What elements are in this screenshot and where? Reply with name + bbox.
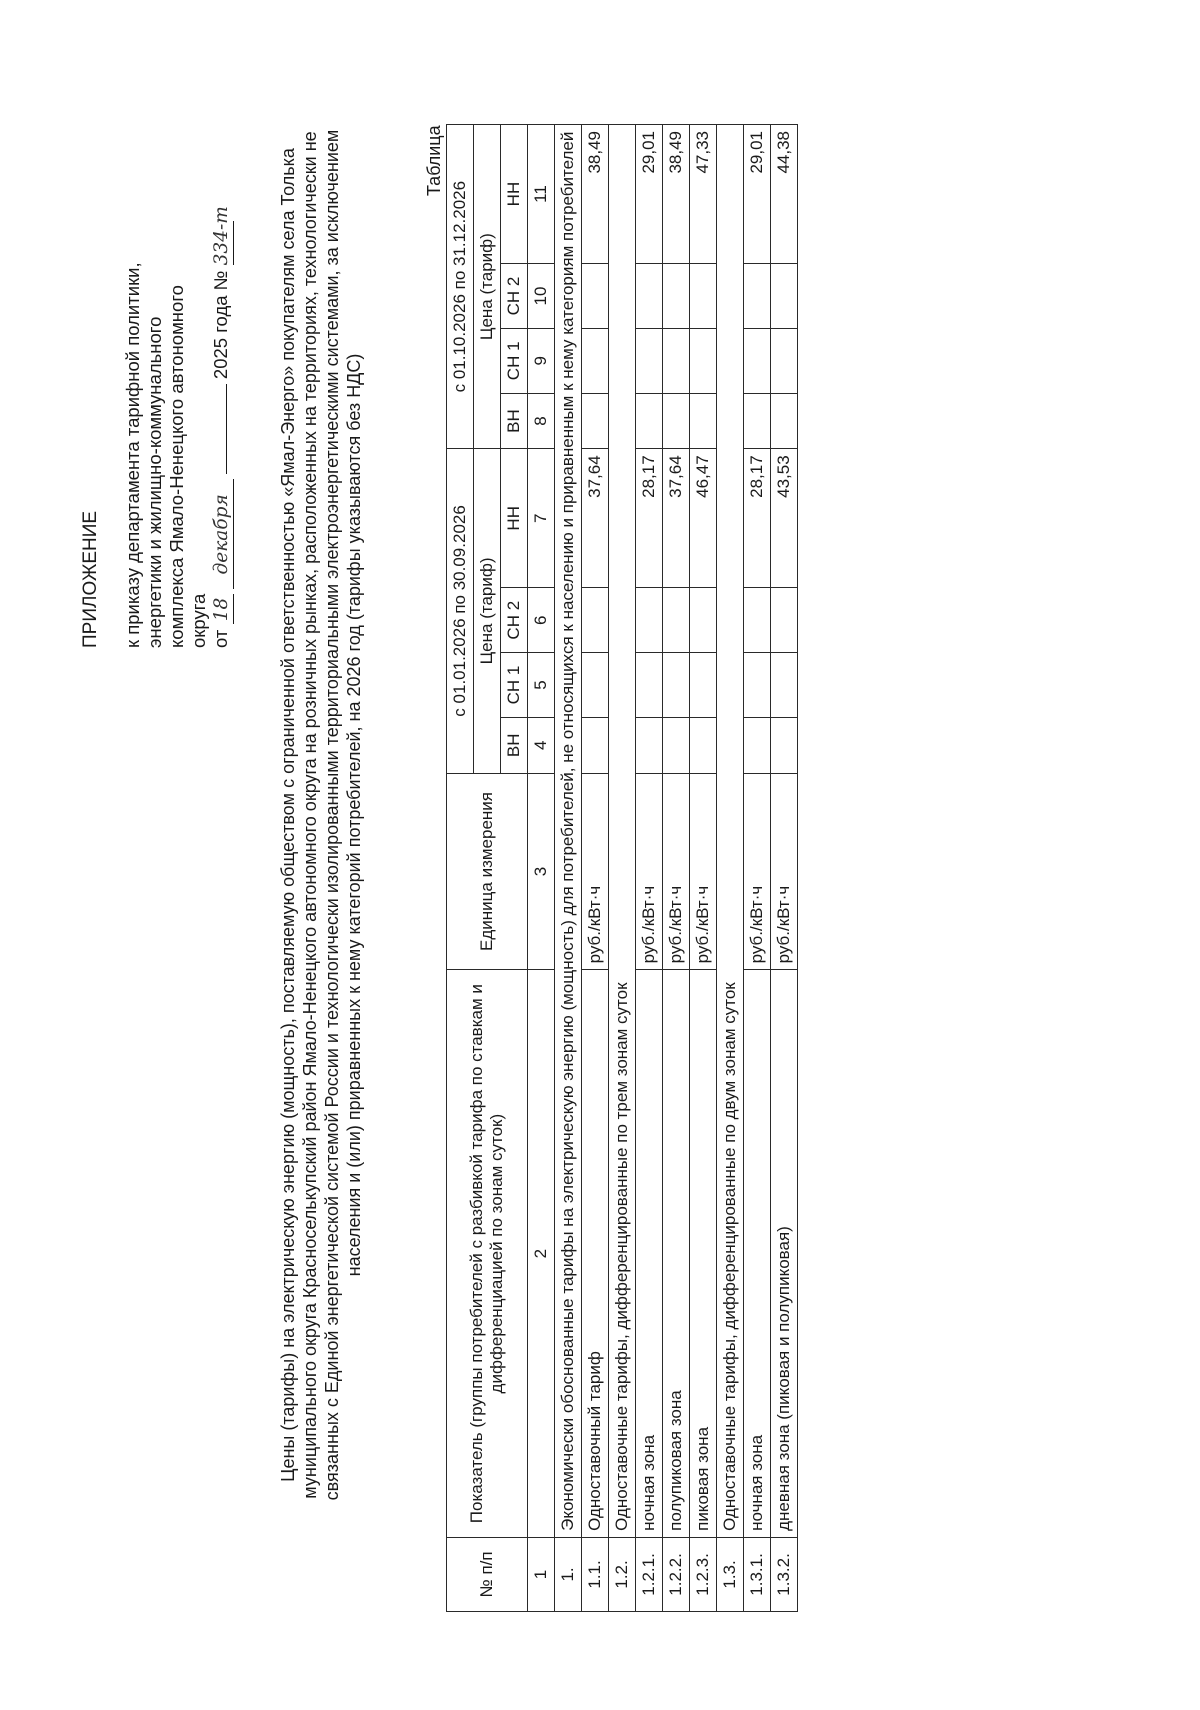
value-p1-vn <box>636 717 663 773</box>
row-unit: руб./кВт·ч <box>636 773 663 970</box>
value-p1-nn: 37,64 <box>663 449 690 588</box>
date-mid-text: 2025 года № <box>210 270 231 380</box>
header-period-2: с 01.10.2026 по 31.12.2026 <box>447 125 474 449</box>
col-number: 7 <box>528 449 555 588</box>
value-p1-sn2 <box>636 588 663 653</box>
header-level-sn1: СН 1 <box>501 328 528 393</box>
row-unit: руб./кВт·ч <box>663 773 690 970</box>
header-level-nn: НН <box>501 449 528 588</box>
value-p2-sn2 <box>744 264 771 329</box>
tariff-table <box>446 124 798 1612</box>
appendix-line: округа <box>188 593 209 648</box>
value-p2-vn <box>771 393 798 449</box>
table-row <box>690 125 717 1612</box>
value-p2-vn <box>582 393 609 449</box>
appendix-line: к приказу департамента тарифной политики, <box>122 262 143 648</box>
header-price-2: Цена (тариф) <box>474 125 501 449</box>
value-p2-sn1 <box>582 328 609 393</box>
value-p2-nn: 38,49 <box>663 125 690 264</box>
value-p2-vn <box>690 393 717 449</box>
value-p2-nn: 38,49 <box>582 125 609 264</box>
value-p2-sn2 <box>663 264 690 329</box>
row-number: 1.3. <box>717 1537 744 1611</box>
column-numbers-row <box>528 125 555 1612</box>
row-number: 1.3.2. <box>771 1537 798 1611</box>
value-p2-nn: 29,01 <box>636 125 663 264</box>
header-level-vn: ВН <box>501 393 528 449</box>
value-p1-sn2 <box>690 588 717 653</box>
value-p1-sn1 <box>690 653 717 718</box>
value-p1-sn2 <box>663 588 690 653</box>
col-number: 11 <box>528 125 555 264</box>
header-price-1: Цена (тариф) <box>474 449 501 773</box>
row-unit: руб./кВт·ч <box>744 773 771 970</box>
header-level-sn1: СН 1 <box>501 653 528 718</box>
table-row <box>717 125 744 1612</box>
table-row <box>744 125 771 1612</box>
row-label: пиковая зона <box>690 970 717 1537</box>
date-prefix: от <box>210 629 231 648</box>
header-level-vn: ВН <box>501 717 528 773</box>
table-caption: Таблица <box>424 125 444 196</box>
value-p2-sn2 <box>636 264 663 329</box>
value-p1-vn <box>690 717 717 773</box>
value-p2-nn: 47,33 <box>690 125 717 264</box>
order-number-handwritten: 334-т <box>211 206 232 266</box>
appendix-line: энергетики и жилищно-коммунального <box>144 316 165 648</box>
value-p2-vn <box>636 393 663 449</box>
row-label: дневная зона (пиковая и полупиковая) <box>771 970 798 1537</box>
value-p2-sn1 <box>663 328 690 393</box>
table-header-row <box>447 125 474 1612</box>
row-number: 1. <box>555 1537 582 1611</box>
section-title: Одноставочные тарифы, дифференцированные по двум зонам суток <box>717 125 744 1538</box>
row-number: 1.1. <box>582 1537 609 1611</box>
date-month-handwritten: декабря <box>211 479 234 589</box>
header-indicator: Показатель (группы потребителей с разбивкой тарифа по ставкам и дифференциацией по зонам суток) <box>447 970 528 1537</box>
value-p1-nn: 46,47 <box>690 449 717 588</box>
row-label: полупиковая зона <box>663 970 690 1537</box>
table-row <box>771 125 798 1612</box>
row-unit: руб./кВт·ч <box>771 773 798 970</box>
table-row <box>555 125 582 1612</box>
table-row <box>609 125 636 1612</box>
value-p2-sn2 <box>582 264 609 329</box>
appendix-line: комплекса Ямало-Ненецкого автономного <box>166 285 187 648</box>
value-p1-sn1 <box>771 653 798 718</box>
row-number: 1.2.1. <box>636 1537 663 1611</box>
date-day-handwritten: 18 <box>211 595 234 625</box>
value-p1-sn2 <box>744 588 771 653</box>
row-label: ночная зона <box>744 970 771 1537</box>
value-p2-nn: 29,01 <box>744 125 771 264</box>
header-level-nn: НН <box>501 125 528 264</box>
col-number: 5 <box>528 653 555 718</box>
appendix-date-line <box>210 128 234 648</box>
appendix-heading: ПРИЛОЖЕНИЕ <box>80 510 101 648</box>
col-number: 8 <box>528 393 555 449</box>
header-level-sn2: СН 2 <box>501 264 528 329</box>
section-title: Экономически обоснованные тарифы на электрическую энергию (мощность) для потребителей, не относящихся к населению и приравненным к нему категориям потребителей <box>555 125 582 1538</box>
value-p1-vn <box>744 717 771 773</box>
value-p1-nn: 28,17 <box>744 449 771 588</box>
header-level-sn2: СН 2 <box>501 588 528 653</box>
value-p1-nn: 37,64 <box>582 449 609 588</box>
value-p1-vn <box>582 717 609 773</box>
value-p2-vn <box>663 393 690 449</box>
col-number: 2 <box>528 970 555 1537</box>
row-unit: руб./кВт·ч <box>582 773 609 970</box>
value-p1-vn <box>771 717 798 773</box>
row-label: Одноставочный тариф <box>582 970 609 1537</box>
value-p2-sn2 <box>690 264 717 329</box>
appendix-block <box>80 128 234 648</box>
value-p2-sn1 <box>744 328 771 393</box>
value-p2-sn2 <box>771 264 798 329</box>
value-p1-nn: 43,53 <box>771 449 798 588</box>
row-number: 1.2.3. <box>690 1537 717 1611</box>
row-number: 1.2.2. <box>663 1537 690 1611</box>
value-p2-vn <box>744 393 771 449</box>
header-no: № п/п <box>447 1537 528 1611</box>
value-p1-sn1 <box>582 653 609 718</box>
value-p1-sn2 <box>771 588 798 653</box>
value-p1-vn <box>663 717 690 773</box>
row-number: 1.2. <box>609 1537 636 1611</box>
col-number: 4 <box>528 717 555 773</box>
row-unit: руб./кВт·ч <box>690 773 717 970</box>
date-blank-line <box>210 384 227 474</box>
header-unit: Единица измерения <box>447 773 528 970</box>
table-row <box>582 125 609 1612</box>
col-number: 1 <box>528 1537 555 1611</box>
col-number: 9 <box>528 328 555 393</box>
value-p1-sn1 <box>744 653 771 718</box>
row-label: ночная зона <box>636 970 663 1537</box>
col-number: 10 <box>528 264 555 329</box>
table-row <box>663 125 690 1612</box>
value-p2-sn1 <box>690 328 717 393</box>
value-p1-sn1 <box>663 653 690 718</box>
col-number: 6 <box>528 588 555 653</box>
header-period-1: с 01.01.2026 по 30.09.2026 <box>447 449 474 773</box>
value-p1-sn1 <box>636 653 663 718</box>
value-p1-nn: 28,17 <box>636 449 663 588</box>
section-title: Одноставочные тарифы, дифференцированные по трем зонам суток <box>609 125 636 1538</box>
row-number: 1.3.1. <box>744 1537 771 1611</box>
value-p2-sn1 <box>771 328 798 393</box>
value-p2-nn: 44,38 <box>771 125 798 264</box>
value-p2-sn1 <box>636 328 663 393</box>
value-p1-sn2 <box>582 588 609 653</box>
table-row <box>636 125 663 1612</box>
document-title: Цены (тарифы) на электрическую энергию (мощность), поставляемую обществом с ограниченной ответственностью «Ямал-Энерго» покупателям села Толька муниципального округа Красноселькупский район Ямало-Ненецкого автономного округа на розничных рынках, расположенных на территориях, технологически не связанных с Единой энергетической системой России и технологически изолированными территориальными электроэнергетическими системами, за исключением населения и (или) приравненных к нему категорий потребителей, на 2026 год (тарифы указываются без НДС) <box>278 129 364 1501</box>
col-number: 3 <box>528 773 555 970</box>
